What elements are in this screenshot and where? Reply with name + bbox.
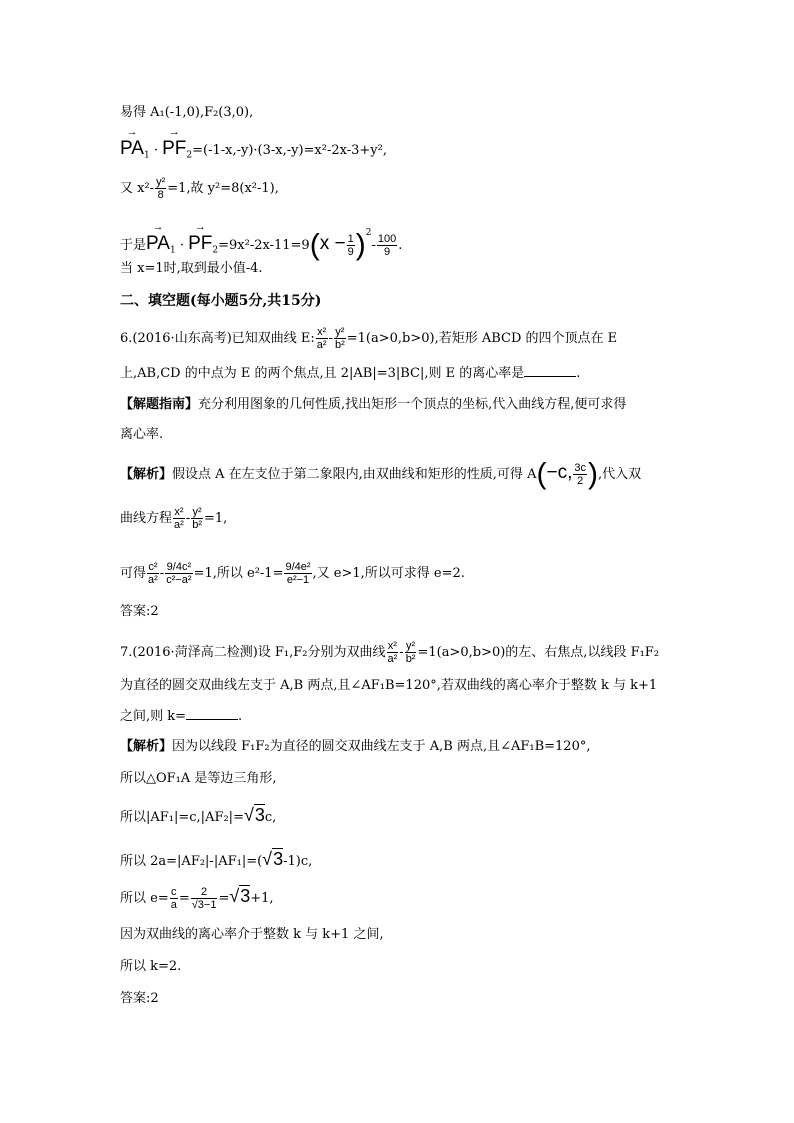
q7-solution-1: 【解析】因为以线段 F₁F₂为直径的圆交双曲线左支于 A,B 两点,且∠AF₁B=120°, [120, 739, 591, 754]
q6-solution-1: 【解析】假设点 A 在左支位于第二象限内,由双曲线和矩形的性质,可得 A(−c, $\frac{3c}{2}$ ),代入双 [120, 457, 642, 491]
q7-solution-4: 所以 2a=|AF₂|-|AF₁|=(√3-1)c, [120, 849, 313, 869]
q7-line-1: 7.(2016·菏泽高二检测)设 F₁,F₂分别为双曲线 $\frac{\text{x²}}{\text{a²}}$ - $\frac{\text{y²}}{\text{b²}}$ =1(a>0,b>0)的左、右焦点,以线段 F₁F₂ [120, 640, 660, 665]
answer-blank-2 [186, 707, 238, 720]
vector-pa1: → PA [120, 126, 144, 159]
q6-line-1: 6.(2016·山东高考)已知双曲线 E: $\frac{\text{x²}}{\text{a²}}$ - $\frac{\text{y²}}{\text{b²}}$ =1(a>0,b>0),若矩形 ABCD 的四个顶点在 E [120, 326, 618, 351]
vector-pf2-b: → PF [188, 221, 213, 254]
q7-line-2: 为直径的圆交双曲线左支于 A,B 两点,且∠AF₁B=120°,若双曲线的离心率介于整数 k 与 k+1 [120, 678, 658, 693]
prev-line-3: 又 x²- $\frac{\text{y²}}{8}$ =1,故 y²=8(x²-1), [120, 176, 279, 201]
prev-line-4: 于是 → $PA_1$ · → $PF_2=9x^2-2x-11=9(x$ − $\frac{1}{9}$ )$^2$- $\frac{100}{9}$ . [120, 221, 403, 262]
q6-hint-2: 离心率. [120, 427, 164, 442]
q7-solution-6: 因为双曲线的离心率介于整数 k 与 k+1 之间, [120, 927, 384, 942]
q6-line-2: 上,AB,CD 的中点为 E 的两个焦点,且 2|AB|=3|BC|,则 E 的离心率是 . [120, 366, 581, 381]
q7-solution-5: 所以 e= $\frac{c}{a}$ = $\frac{2}{√3-1}$ =√3+1, [120, 886, 274, 911]
q7-solution-7: 所以 k=2. [120, 959, 182, 974]
section-heading: 二、填空题(每小题5分,共15分) [120, 293, 322, 309]
q6-answer: 答案:2 [120, 604, 159, 619]
q7-answer: 答案:2 [120, 991, 159, 1006]
answer-blank [524, 364, 576, 377]
prev-line-1: 易得 A₁(-1,0),F₂(3,0), [120, 105, 254, 120]
sqrt-3: √3 [243, 805, 265, 825]
fraction-y2-8: $\frac{\text{y²}}{8}$ [156, 176, 166, 201]
q6-solution-3: 可得 $\frac{\text{c²}}{\text{a²}}$ - $\frac{\text{9/4c²}}{\text{c²−a²}}$ =1,所以 e²-1= $\frac{\text{9/4e²}}{\text{e²−1}}$ ,又 e>1,所以可求得 e=2. [120, 561, 465, 586]
q7-solution-2: 所以△OF₁A 是等边三角形, [120, 771, 277, 786]
prev-line-2: → $PA_1$ · → $PF_2=(-1-x,-y)\cdot(3-x,-y)=x^2-2x-3+y^2$, [120, 126, 387, 161]
q7-solution-3: 所以|AF₁|=c,|AF₂|=√3c, [120, 805, 277, 825]
q7-line-3: 之间,则 k= . [120, 709, 243, 724]
vector-pa1-b: → PA [146, 221, 170, 254]
prev-line-5: 当 x=1时,取到最小值-4. [120, 261, 263, 276]
vector-pf2: → PF [162, 126, 187, 159]
q6-hint: 【解题指南】充分利用图象的几何性质,找出矩形一个顶点的坐标,代入曲线方程,便可求得 [120, 397, 627, 412]
q6-solution-2: 曲线方程 $\frac{\text{x²}}{\text{a²}}$ - $\frac{\text{y²}}{\text{b²}}$ =1, [120, 506, 228, 531]
